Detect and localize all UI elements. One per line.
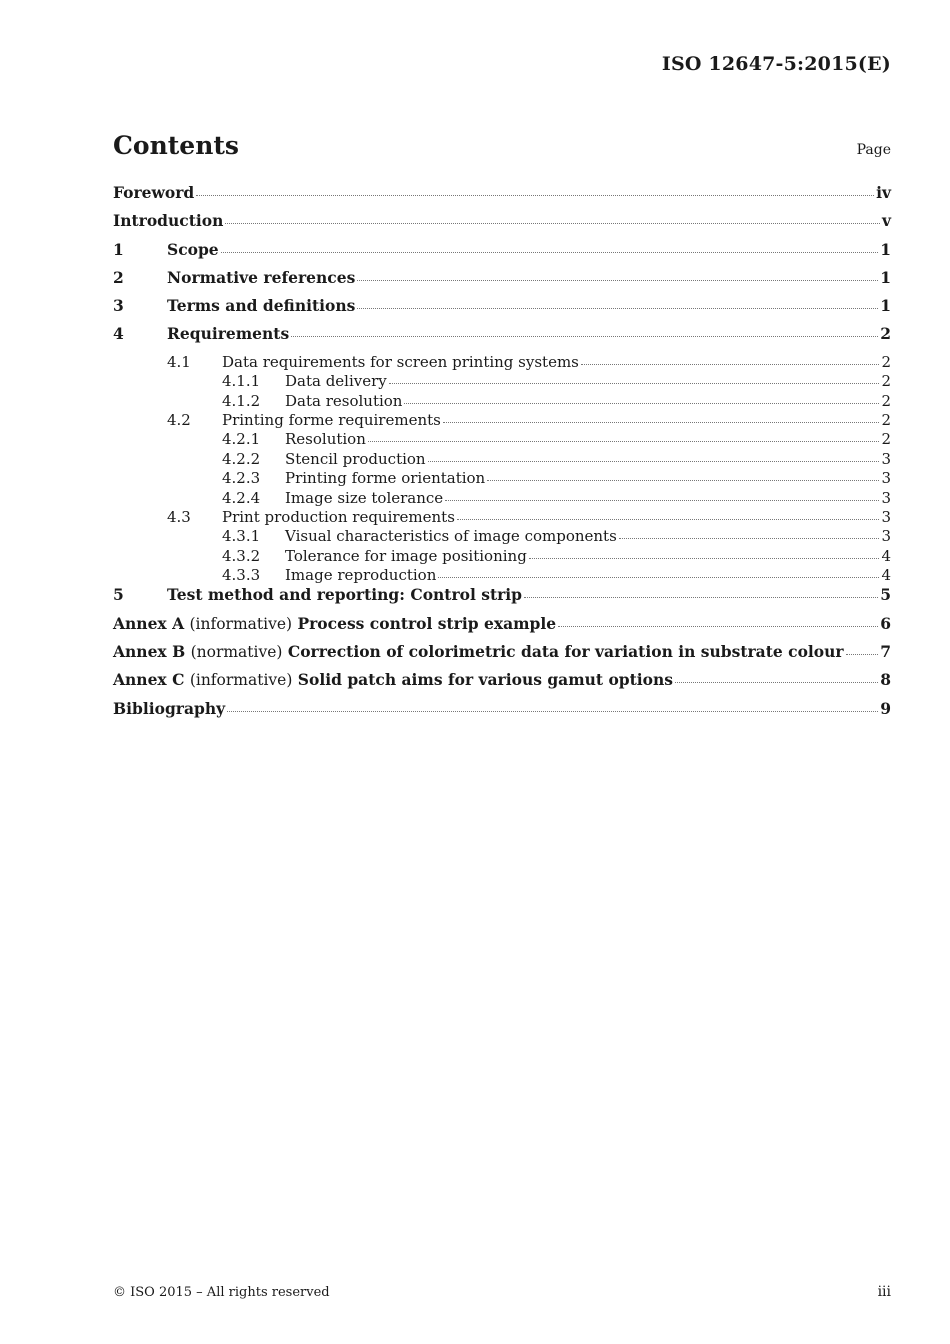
dot-leader (846, 654, 879, 655)
toc-entry-page: v (881, 211, 891, 231)
toc-entry-title: Data delivery (285, 372, 387, 391)
toc-entry[interactable] (113, 527, 891, 546)
toc-entry-number: 4.1.1 (222, 372, 261, 391)
toc-entry[interactable] (113, 324, 891, 352)
toc-entry-page: 2 (880, 324, 891, 344)
dot-leader (524, 597, 878, 598)
toc-entry-number: 4 (113, 324, 124, 344)
toc-entry-title: Normative references (167, 267, 356, 287)
toc-entry-title: Printing forme requirements (222, 410, 441, 429)
toc-entry-number: 4.2.3 (222, 469, 261, 488)
dot-leader (438, 577, 879, 578)
toc-entry-title (113, 670, 673, 689)
annex-label: Annex A (113, 613, 185, 633)
toc-entry-page: 5 (880, 585, 891, 605)
toc-entry-title: Scope (167, 239, 219, 259)
annex-kind: (informative) (189, 614, 293, 633)
toc-entry-title: Stencil production (285, 449, 426, 468)
dot-leader (227, 711, 878, 712)
toc-entry[interactable] (113, 489, 891, 508)
toc-entry[interactable] (113, 670, 891, 698)
toc-entry-page: 3 (881, 527, 891, 546)
annex-title: Process control strip example (297, 613, 557, 633)
standard-identifier: ISO 12647-5:2015(E) (661, 53, 891, 75)
toc-entry-page: 3 (881, 507, 891, 526)
toc-entry[interactable] (113, 566, 891, 585)
toc-entry-number: 4.1.2 (222, 391, 261, 410)
toc-entry[interactable] (113, 450, 891, 469)
dot-leader (368, 441, 880, 442)
dot-leader (529, 558, 880, 559)
dot-leader (487, 480, 879, 481)
dot-leader (581, 364, 880, 365)
dot-leader (558, 626, 878, 627)
toc-entry[interactable] (113, 469, 891, 488)
toc-entry[interactable] (113, 353, 891, 372)
dot-leader (357, 308, 878, 309)
toc-entry-number: 1 (113, 239, 124, 259)
toc-entry-number: 2 (113, 267, 124, 287)
toc-entry-page: 2 (881, 391, 891, 410)
toc-entry-page: 2 (881, 352, 891, 371)
toc-entry-title: Data resolution (285, 391, 403, 410)
toc-entry-title: Introduction (113, 211, 224, 231)
toc-entry-title: Tolerance for image positioning (285, 546, 527, 565)
toc-entry-title: Print production requirements (222, 507, 455, 526)
toc-entry-page: 4 (881, 546, 891, 565)
toc-entry-page: 9 (880, 698, 891, 718)
toc-entry-title: Foreword (113, 183, 195, 202)
toc-entry-number: 4.3.2 (222, 546, 261, 565)
annex-kind: (normative) (190, 643, 283, 662)
toc-entry-number: 4.3.1 (222, 527, 261, 546)
toc-entry[interactable] (113, 392, 891, 411)
toc-entry[interactable] (113, 183, 891, 211)
toc-entry-number: 4.2 (167, 410, 191, 429)
dot-leader (225, 223, 880, 224)
toc-entry-title: Test method and reporting: Control strip (167, 585, 523, 605)
toc-entry-number: 4.3.3 (222, 566, 261, 585)
toc-entry-title: Image size tolerance (285, 488, 444, 507)
dot-leader (196, 195, 874, 196)
toc-entry[interactable] (113, 411, 891, 430)
toc-entry-page: 8 (880, 670, 891, 690)
toc-entry[interactable] (113, 642, 891, 670)
page-column-label: Page (856, 142, 891, 158)
toc-entry-page: 2 (881, 410, 891, 429)
toc-entry-page: 3 (881, 469, 891, 488)
annex-label: Annex C (113, 670, 185, 690)
toc-entry-title: Requirements (167, 324, 290, 344)
toc-entry[interactable] (113, 508, 891, 527)
dot-leader (221, 252, 879, 253)
copyright-notice: © ISO 2015 – All rights reserved (113, 1285, 330, 1300)
toc-entry-page: 7 (880, 642, 891, 662)
toc-entry-page: 3 (881, 449, 891, 468)
dot-leader (428, 461, 880, 462)
toc-entry-title: Data requirements for screen printing systems (222, 352, 579, 371)
toc-entry-title: Image reproduction (285, 566, 437, 585)
toc-entry-number: 4.1 (167, 352, 191, 371)
toc-entry-number: 4.2.4 (222, 488, 261, 507)
toc-entry-number: 4.2.1 (222, 430, 261, 449)
toc-entry-title (113, 642, 844, 661)
toc-entry-page: 2 (881, 372, 891, 391)
toc-entry-title: Printing forme orientation (285, 469, 486, 488)
toc-entry[interactable] (113, 585, 891, 613)
toc-entry-page: iv (876, 183, 891, 202)
toc-entry-title (113, 614, 556, 633)
annex-label: Annex B (113, 642, 186, 662)
annex-title: Correction of colorimetric data for variation in substrate colour (287, 642, 844, 662)
dot-leader (357, 280, 878, 281)
toc-entry-number: 5 (113, 585, 124, 605)
dot-leader (457, 519, 880, 520)
dot-leader (445, 500, 879, 501)
dot-leader (389, 383, 880, 384)
toc-entry-title: Terms and definitions (167, 296, 356, 316)
toc-entry[interactable] (113, 211, 891, 239)
toc-entry-number: 4.2.2 (222, 449, 261, 468)
dot-leader (619, 538, 880, 539)
toc-entry-title: Resolution (285, 430, 366, 449)
toc-entry[interactable] (113, 699, 891, 727)
toc-entry-page: 2 (881, 430, 891, 449)
page-number: iii (877, 1284, 891, 1300)
toc-entry-title: Bibliography (113, 698, 226, 718)
toc-entry[interactable] (113, 614, 891, 642)
toc-entry-title: Visual characteristics of image components (285, 527, 617, 546)
dot-leader (675, 682, 878, 683)
toc-entry-page: 3 (881, 488, 891, 507)
toc-entry-page: 1 (880, 267, 891, 287)
toc-entry-number: 4.3 (167, 507, 191, 526)
annex-title: Solid patch aims for various gamut options (297, 670, 674, 690)
toc-entry[interactable] (113, 240, 891, 268)
annex-kind: (informative) (189, 671, 293, 690)
dot-leader (443, 422, 880, 423)
toc-entry-page: 1 (880, 239, 891, 259)
toc-entry[interactable] (113, 547, 891, 566)
dot-leader (291, 336, 878, 337)
toc-entry-page: 6 (880, 613, 891, 633)
table-of-contents (113, 183, 891, 727)
toc-entry[interactable] (113, 372, 891, 391)
toc-entry-number: 3 (113, 296, 124, 316)
toc-entry[interactable] (113, 430, 891, 449)
contents-heading: Contents (113, 131, 240, 160)
toc-entry[interactable] (113, 296, 891, 324)
toc-entry-page: 1 (880, 296, 891, 316)
dot-leader (404, 403, 879, 404)
toc-entry-page: 4 (881, 566, 891, 585)
toc-entry[interactable] (113, 268, 891, 296)
